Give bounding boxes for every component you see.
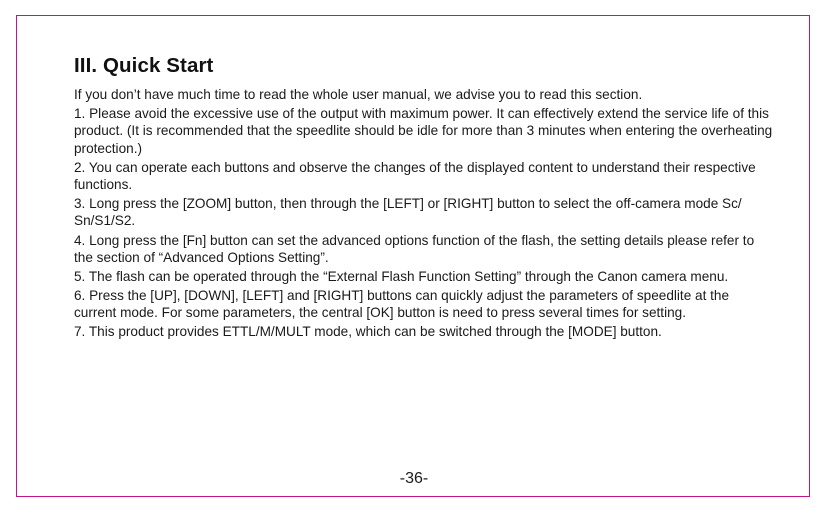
page-number: -36- bbox=[399, 470, 429, 487]
list-item-4: 4. Long press the [Fn] button can set the advanced options function of the flash, the setting details please refer to the section of “Advanced Options Setting”. bbox=[74, 232, 755, 265]
section-body bbox=[74, 86, 774, 343]
list-item-2: 2. You can operate each buttons and observe the changes of the displayed content to understand their respective functions. bbox=[74, 159, 756, 193]
intro-paragraph: If you don’t have much time to read the whole user manual, we advise you to read this section. bbox=[74, 87, 643, 102]
list-item-6: 6. Press the [UP], [DOWN], [LEFT] and [RIGHT] buttons can quickly adjust the parameters of speedlite at the current mode. For some parameters, the central [OK] button is need to press several times for setting. bbox=[74, 288, 730, 321]
list-item-7: 7. This product provides ETTL/M/MULT mode, which can be switched through the [MODE] button. bbox=[74, 324, 662, 340]
list-item-5: 5. The flash can be operated through the “External Flash Function Setting” through the Canon camera menu. bbox=[74, 268, 729, 284]
section-title: III. Quick Start bbox=[74, 54, 214, 77]
list-item-1: 1. Please avoid the excessive use of the output with maximum power. It can effectively extend the service life of this product. (It is recommended that the speedlite should be idle for more than 3 minutes when entering the overheating protection.) bbox=[74, 106, 773, 156]
list-item-3: 3. Long press the [ZOOM] button, then through the [LEFT] or [RIGHT] button to select the off-camera mode Sc/ Sn/S1/S2. bbox=[74, 196, 742, 229]
